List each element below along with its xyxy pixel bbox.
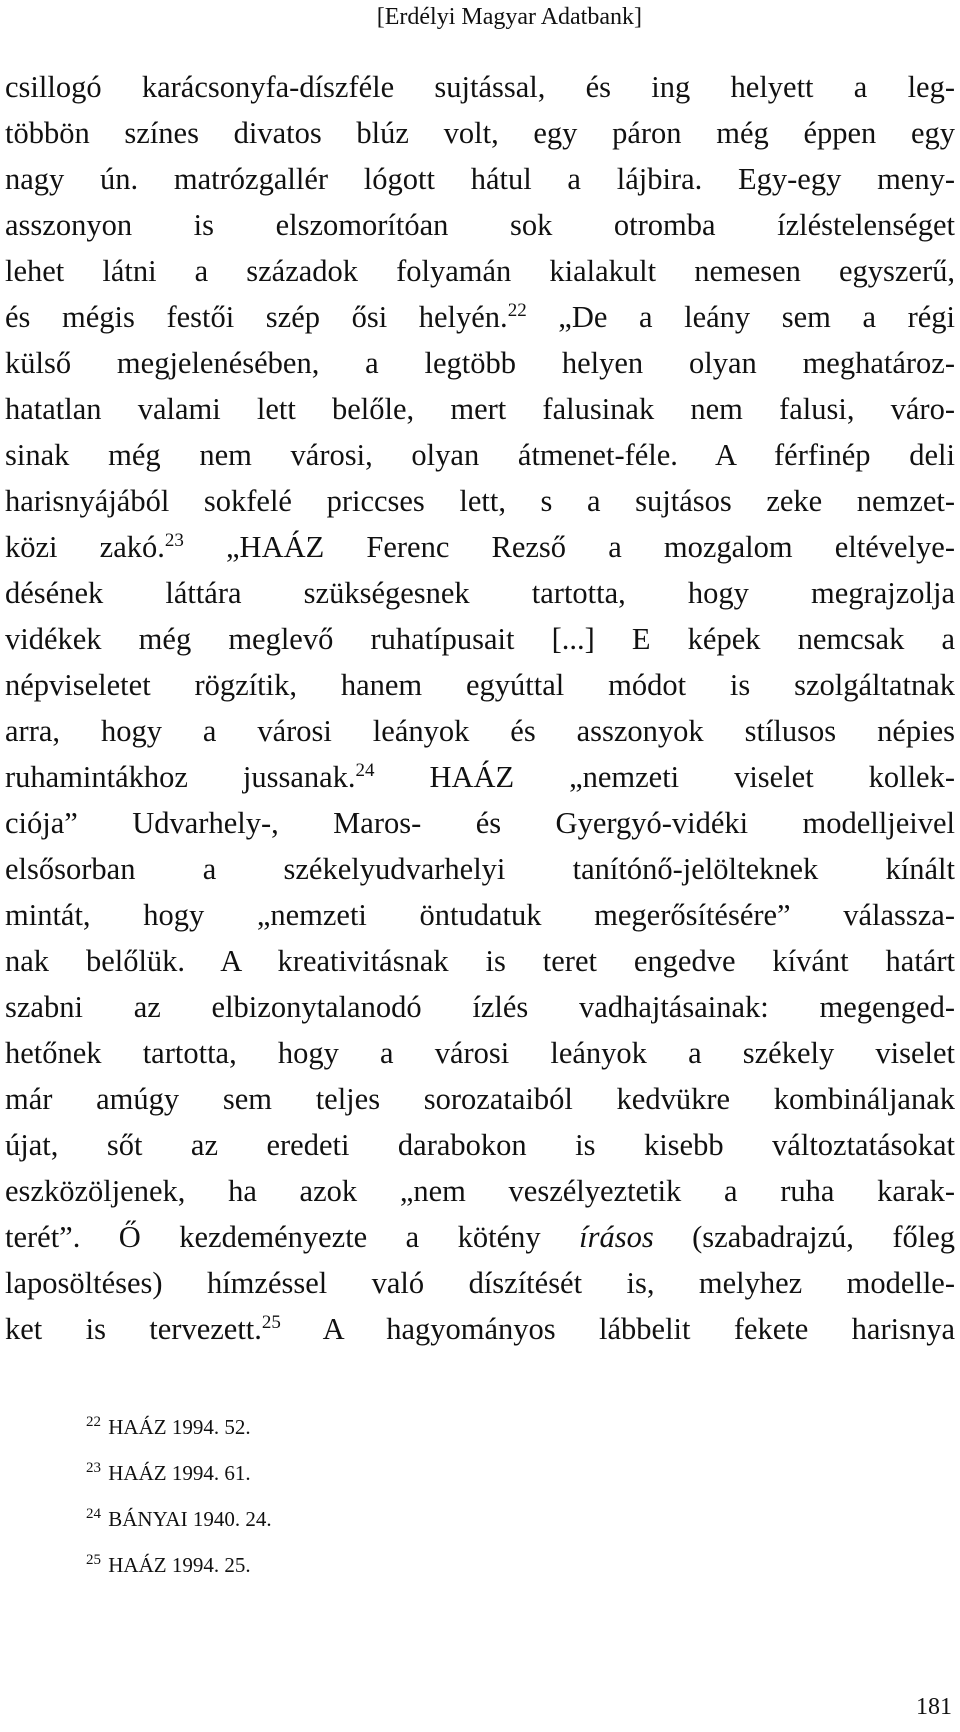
main-text xyxy=(5,64,955,1352)
italic-term: írásos xyxy=(579,1220,654,1254)
text-line: hatatlan valami lett belőle, mert falusinak nem falusi, váro- xyxy=(5,392,955,426)
text-line: arra, hogy a városi leányok és asszonyok stílusos népies xyxy=(5,714,955,748)
footnote-number: 24 xyxy=(86,1506,101,1522)
text-line: mintát, hogy „nemzeti öntudatuk megerősítésére” válassza- xyxy=(5,898,955,932)
footnote-number: 23 xyxy=(86,1460,101,1476)
page-number: 181 xyxy=(916,1694,952,1720)
text-line: eszközöljenek, ha azok „nem veszélyeztetik a ruha karak- xyxy=(5,1174,955,1208)
footnote-number: 25 xyxy=(86,1552,101,1568)
footnote-reference[interactable]: 22 xyxy=(507,300,527,321)
text-line: csillogó karácsonyfa-díszféle sujtással, és ing helyett a leg- xyxy=(5,70,955,104)
footnote-reference[interactable]: 23 xyxy=(164,530,184,551)
footnote-text: HAÁZ 1994. 25. xyxy=(108,1553,251,1577)
footnote-text: BÁNYAI 1940. 24. xyxy=(108,1507,272,1531)
text-line: ciója” Udvarhely-, Maros- és Gyergyó-vidéki modelljeivel xyxy=(5,806,955,840)
text-line: közi zakó.$^{23}$ „HAÁZ Ferenc Rezső a mozgalom eltévelye- xyxy=(5,530,955,564)
footnotes xyxy=(86,1404,586,1588)
footnote-reference[interactable]: 24 xyxy=(355,760,375,781)
source-header: [Erdélyi Magyar Adatbank] xyxy=(376,4,642,30)
text-line: újat, sőt az eredeti darabokon is kisebb változtatásokat xyxy=(5,1128,955,1162)
text-line: többön színes divatos blúz volt, egy páron még éppen egy xyxy=(5,116,955,150)
text-line: vidékek még meglevő ruhatípusait [...] E képek nemcsak a xyxy=(5,622,955,656)
footnote-reference[interactable]: 25 xyxy=(261,1312,281,1333)
text-line: désének láttára szükségesnek tartotta, hogy megrajzolja xyxy=(5,576,955,610)
footnote xyxy=(86,1404,586,1450)
text-line: lehet látni a századok folyamán kialakult nemesen egyszerű, xyxy=(5,254,955,288)
footnote xyxy=(86,1496,586,1542)
text-line: harisnyájából sokfelé priccses lett, s a sujtásos zeke nemzet- xyxy=(5,484,955,518)
text-line: terét”. Ő kezdeményezte a kötény írásos (szabadrajzú, főleg xyxy=(5,1220,955,1254)
text-line: szabni az elbizonytalanodó ízlés vadhajtásainak: megenged- xyxy=(5,990,955,1024)
text-line: sinak még nem városi, olyan átmenet-féle. A férfinép deli xyxy=(5,438,955,472)
footnote-text: HAÁZ 1994. 52. xyxy=(108,1415,251,1439)
text-line: már amúgy sem teljes sorozataiból kedvükre kombináljanak xyxy=(5,1082,955,1116)
footnote xyxy=(86,1450,586,1496)
text-line: nagy ún. matrózgallér lógott hátul a lájbira. Egy-egy meny- xyxy=(5,162,955,196)
footnote-number: 22 xyxy=(86,1414,101,1430)
text-line: népviseletet rögzítik, hanem egyúttal módot is szolgáltatnak xyxy=(5,668,955,702)
footnote-text: HAÁZ 1994. 61. xyxy=(108,1461,251,1485)
text-line: ruhamintákhoz jussanak.$^{24}$ HAÁZ „nemzeti viselet kollek- xyxy=(5,760,955,794)
text-line: elsősorban a székelyudvarhelyi tanítónő-jelölteknek kínált xyxy=(5,852,955,886)
text-line: hetőnek tartotta, hogy a városi leányok a székely viselet xyxy=(5,1036,955,1070)
text-line: asszonyon is elszomorítóan sok otromba ízléstelenséget xyxy=(5,208,955,242)
text-line: külső megjelenésében, a legtöbb helyen olyan meghatároz- xyxy=(5,346,955,380)
text-line: laposöltéses) hímzéssel való díszítését is, melyhez modelle- xyxy=(5,1266,955,1300)
text-line: és mégis festői szép ősi helyén.$^{22}$ „De a leány sem a régi xyxy=(5,300,955,334)
text-line: ket is tervezett.$^{25}$ A hagyományos lábbelit fekete harisnya xyxy=(5,1312,955,1346)
text-line: nak belőlük. A kreativitásnak is teret engedve kívánt határt xyxy=(5,944,955,978)
footnote xyxy=(86,1542,586,1588)
